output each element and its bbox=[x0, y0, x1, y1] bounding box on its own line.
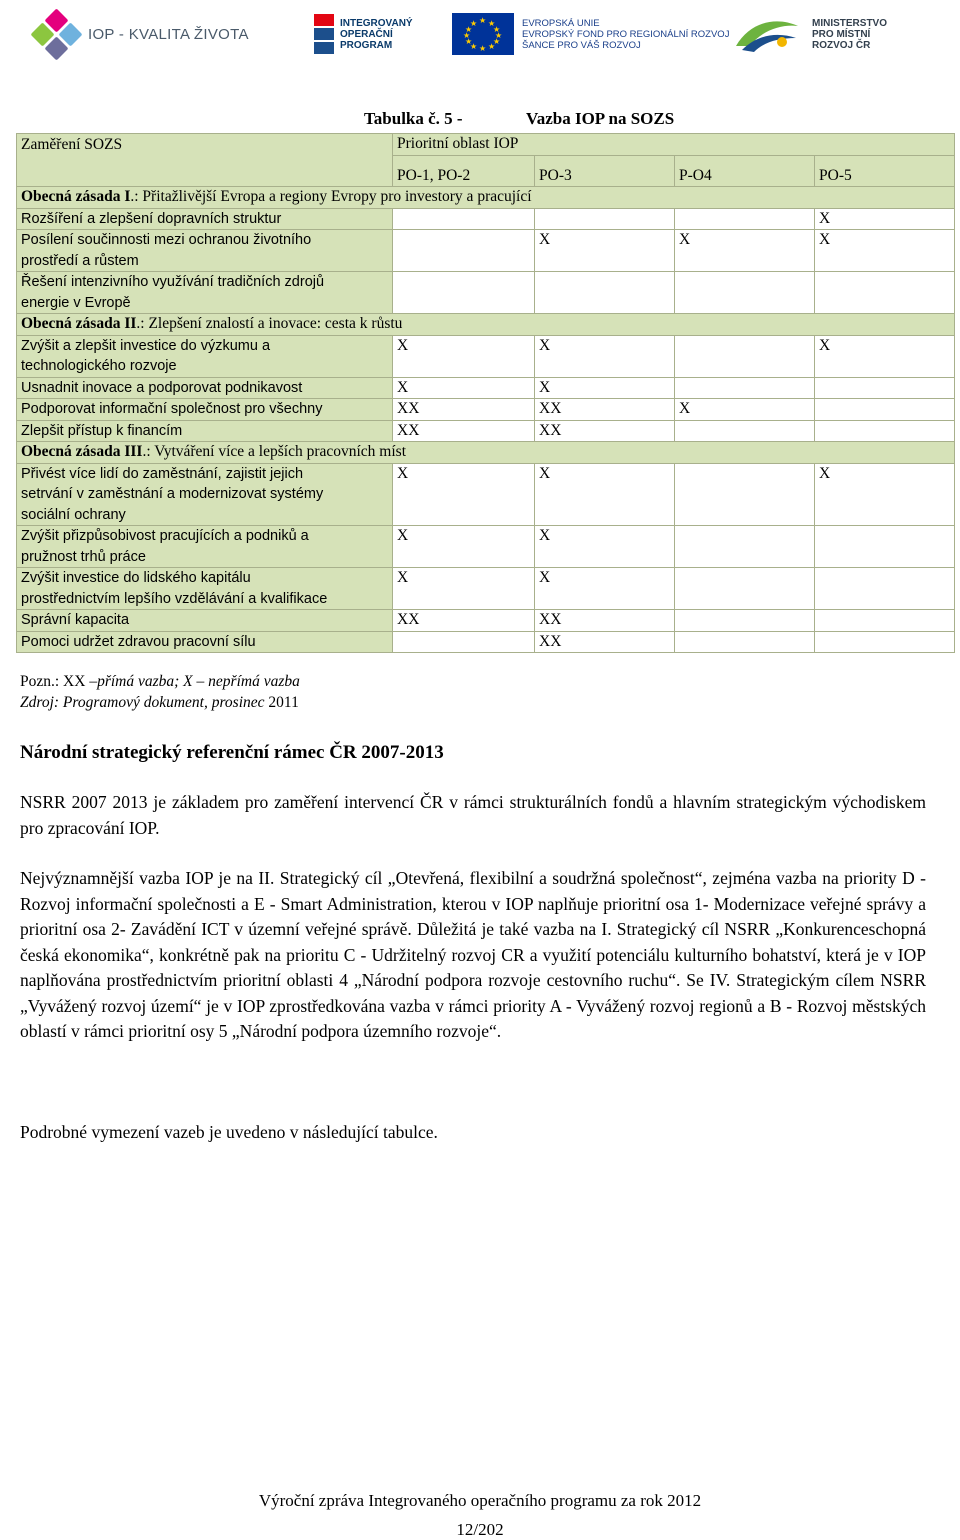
table-source: Zdroj: Programový dokument, prosinec 2011 bbox=[20, 694, 299, 711]
col1-header: Zaměření SOZS bbox=[17, 134, 393, 187]
cell-value: X bbox=[815, 208, 955, 230]
paragraph-2: Nejvýznamnější vazba IOP je na II. Strategický cíl „Otevřená, flexibilní a soudržná společnost“, zejména vazba na priority D - Rozvoj informační společnosti a E - Smart Administration, kterou v IOP naplňuje prioritní osa 1- Modernizace veřejné správy a prioritní osa 2- Zavádění ICT v územní veřejné správě. Důležitá je také vazba na I. Strategický cíl NSRR „Konkurenceschopná česká ekonomika“, konkrétně pak na prioritu C - Udržitelný rozvoj CR a využití potenciálu kulturního bohatství, která je v IOP naplňována prostřednictvím prioritní oblasti 4 „Národní podpora rozvoje cestovního ruchu“. Se IV. Strategickým cílem NSRR „Vyvážený rozvoj území“ je v IOP zprostředkována vazba v rámci priority A - Vyvážený rozvoj regionů a B - Rozvoj městských oblastí v rámci prioritní osy 5 „Národní podpora územního rozvoje“. bbox=[20, 868, 926, 1041]
integrovany-logo bbox=[314, 10, 413, 58]
eu-flag-icon: ★ ★ ★ ★ ★ ★ ★ ★ ★ ★ ★ ★ bbox=[452, 13, 514, 55]
cell-value: X bbox=[535, 230, 675, 272]
table-row bbox=[17, 272, 955, 314]
section-row bbox=[17, 442, 955, 464]
table-row bbox=[17, 399, 955, 421]
col-header-po4: P-O4 bbox=[675, 155, 815, 187]
eu-logo bbox=[452, 10, 729, 58]
cell-value: X bbox=[393, 568, 535, 610]
row-label: Zlepšit přístup k financím bbox=[17, 420, 393, 442]
iop-logo-text: IOP - KVALITA ŽIVOTA bbox=[88, 25, 249, 43]
section-title: Obecná zásada II.: Zlepšení znalostí a inovace: cesta k růstu bbox=[17, 314, 955, 336]
page-number: 12/202 bbox=[456, 1520, 504, 1539]
eu-logo-text: EVROPSKÁ UNIE EVROPSKÝ FOND PRO REGIONÁLNÍ ROZVOJ ŠANCE PRO VÁŠ ROZVOJ bbox=[522, 17, 730, 51]
table-row bbox=[17, 208, 955, 230]
cell-value: X bbox=[815, 463, 955, 526]
section-row bbox=[17, 187, 955, 209]
row-label: Řešení intenzivního využívání tradičních zdrojů energie v Evropě bbox=[17, 272, 393, 314]
row-label: Zvýšit přizpůsobivost pracujících a podniků a pružnost trhů práce bbox=[17, 526, 393, 568]
paragraph-1: NSRR 2007 2013 je základem pro zaměření intervencí ČR v rámci strukturálních fondů a hlavním strategickým východiskem pro zpracování IOP. bbox=[20, 792, 926, 838]
cell-value: XX bbox=[393, 420, 535, 442]
iop-bars-icon bbox=[314, 14, 334, 54]
cell-value: X bbox=[393, 377, 535, 399]
cell-value: X bbox=[393, 526, 535, 568]
table-header-row bbox=[17, 134, 955, 156]
row-label: Správní kapacita bbox=[17, 610, 393, 632]
cell-value: X bbox=[535, 463, 675, 526]
table-row bbox=[17, 420, 955, 442]
row-label: Podporovat informační společnost pro všechny bbox=[17, 399, 393, 421]
table-caption-label: Tabulka č. 5 - bbox=[364, 109, 463, 128]
section-title: Obecná zásada III.: Vytváření více a lepších pracovních míst bbox=[17, 442, 955, 464]
row-label: Přivést více lidí do zaměstnání, zajistit jejich setrvání v zaměstnání a modernizovat systémy sociální ochrany bbox=[17, 463, 393, 526]
cell-value: X bbox=[815, 335, 955, 377]
mmr-emblem-icon bbox=[732, 12, 804, 56]
table-row bbox=[17, 610, 955, 632]
cell-value: X bbox=[393, 463, 535, 526]
cell-value: X bbox=[535, 335, 675, 377]
table-caption-title: Vazba IOP na SOZS bbox=[526, 109, 675, 128]
table-row bbox=[17, 463, 955, 526]
row-label: Pomoci udržet zdravou pracovní sílu bbox=[17, 631, 393, 653]
row-label: Posílení součinnosti mezi ochranou životního prostředí a růstem bbox=[17, 230, 393, 272]
cell-value: XX bbox=[393, 399, 535, 421]
col-header-po1: PO-1, PO-2 bbox=[393, 155, 535, 187]
cell-value: X bbox=[675, 230, 815, 272]
paragraph-3: Podrobné vymezení vazeb je uvedeno v následující tabulce. bbox=[20, 1122, 438, 1142]
table-row bbox=[17, 377, 955, 399]
table-row bbox=[17, 335, 955, 377]
col-header-po5: PO-5 bbox=[815, 155, 955, 187]
table-row bbox=[17, 526, 955, 568]
cell-value: XX bbox=[535, 631, 675, 653]
logo-bar bbox=[0, 0, 960, 70]
cell-value: XX bbox=[535, 420, 675, 442]
section-title: Obecná zásada I.: Přitažlivější Evropa a regiony Evropy pro investory a pracující bbox=[17, 187, 955, 209]
integrovany-logo-text: INTEGROVANÝ OPERAČNÍ PROGRAM bbox=[340, 17, 413, 51]
table-row bbox=[17, 631, 955, 653]
row-label: Zvýšit a zlepšit investice do výzkumu a technologického rozvoje bbox=[17, 335, 393, 377]
row-label: Rozšíření a zlepšení dopravních struktur bbox=[17, 208, 393, 230]
cell-value: X bbox=[815, 230, 955, 272]
section-heading: Národní strategický referenční rámec ČR 2007-2013 bbox=[20, 742, 444, 763]
mmr-logo bbox=[732, 10, 887, 58]
group-header: Prioritní oblast IOP bbox=[393, 134, 955, 156]
cell-value: X bbox=[535, 568, 675, 610]
mmr-logo-text: MINISTERSTVO PRO MÍSTNÍ ROZVOJ ČR bbox=[812, 17, 888, 51]
table-note: Pozn.: XX –přímá vazba; X – nepřímá vazba bbox=[20, 673, 300, 690]
cell-value: X bbox=[535, 377, 675, 399]
table-row bbox=[17, 568, 955, 610]
cell-value: X bbox=[675, 399, 815, 421]
footer-title: Výroční zpráva Integrovaného operačního programu za rok 2012 bbox=[258, 1491, 702, 1510]
row-label: Usnadnit inovace a podporovat podnikavost bbox=[17, 377, 393, 399]
col-header-po3: PO-3 bbox=[535, 155, 675, 187]
table-row bbox=[17, 230, 955, 272]
iop-tiles-icon bbox=[34, 12, 78, 56]
cell-value: XX bbox=[535, 610, 675, 632]
section-row bbox=[17, 314, 955, 336]
cell-value: XX bbox=[393, 610, 535, 632]
cell-value: XX bbox=[535, 399, 675, 421]
row-label: Zvýšit investice do lidského kapitálu prostřednictvím lepšího vzdělávání a kvalifikace bbox=[17, 568, 393, 610]
sozs-table bbox=[16, 133, 955, 653]
cell-value: X bbox=[535, 526, 675, 568]
iop-logo bbox=[34, 10, 249, 58]
cell-value: X bbox=[393, 335, 535, 377]
